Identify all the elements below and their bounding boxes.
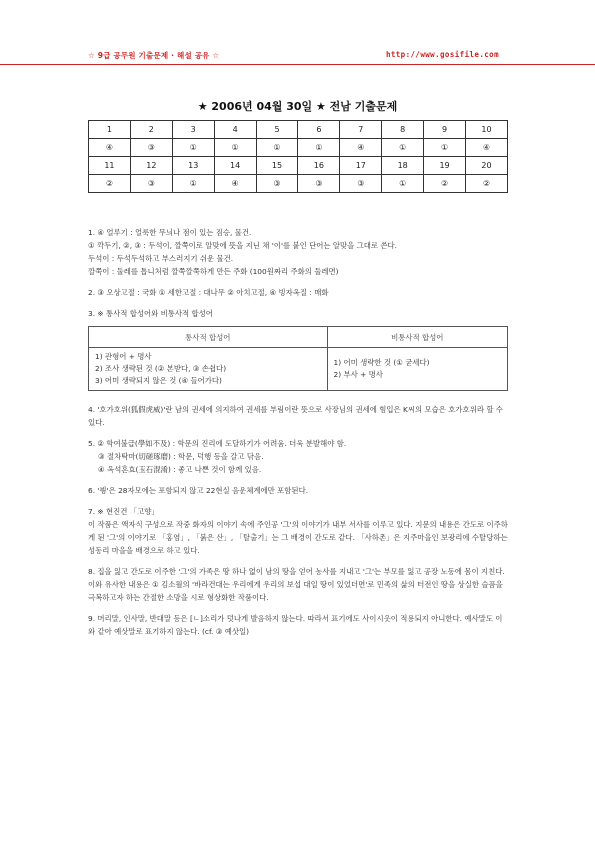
cell-line: 2) 부사 + 명사 bbox=[333, 370, 383, 379]
question-number: 18 bbox=[382, 157, 424, 175]
answer-cell: ① bbox=[424, 139, 466, 157]
answer-value-row bbox=[89, 139, 508, 157]
question-number: 2 bbox=[130, 121, 172, 139]
text-line: 7. ※ 현진건 「고향」 bbox=[88, 507, 159, 516]
page-header bbox=[0, 50, 595, 65]
question-number: 9 bbox=[424, 121, 466, 139]
header-url[interactable]: http://www.gosifile.com bbox=[385, 50, 499, 59]
answer-cell: ④ bbox=[340, 139, 382, 157]
answer-cell: ③ bbox=[298, 175, 340, 193]
answer-cell: ④ bbox=[466, 139, 508, 157]
question-number: 12 bbox=[130, 157, 172, 175]
explanation-4: 4. '호가호위(狐假虎威)'란 남의 권세에 의지하여 권세를 부림이란 뜻으로 사장님의 권세에 힘입은 K씨의 모습은 호가호위라 할 수 있다. bbox=[88, 405, 503, 427]
explanation-6: 6. '뷩'은 28자모에는 포함되지 않고 22현실 음운체계에만 포함된다. bbox=[88, 486, 309, 495]
answer-cell: ④ bbox=[89, 139, 131, 157]
header-title: ☆ 9급 공무원 기출문제 · 해설 공유 ☆ bbox=[88, 51, 220, 60]
answer-cell: ① bbox=[298, 139, 340, 157]
question-number: 19 bbox=[424, 157, 466, 175]
question-number: 15 bbox=[256, 157, 298, 175]
column-header: 통사적 합성어 bbox=[89, 327, 328, 348]
page-title: ★ 2006년 04월 30일 ★ 전남 기출문제 bbox=[197, 100, 398, 113]
answer-cell: ① bbox=[172, 175, 214, 193]
explanation-2: 2. ③ 오상고절 : 국화 ① 세한고절 : 대나무 ② 아치고절, ④ 빙자옥질 : 매화 bbox=[88, 288, 329, 297]
answer-cell: ① bbox=[382, 175, 424, 193]
answer-cell: ② bbox=[424, 175, 466, 193]
column-header: 비통사적 합성어 bbox=[327, 327, 507, 348]
compound-word-table bbox=[88, 326, 508, 391]
explanations bbox=[88, 226, 508, 638]
table-cell bbox=[89, 348, 328, 391]
answer-cell: ① bbox=[382, 139, 424, 157]
question-number: 10 bbox=[466, 121, 508, 139]
question-number: 7 bbox=[340, 121, 382, 139]
answer-table bbox=[88, 120, 508, 193]
text-line: 3. ※ 통사적 합성어와 비통사적 합성어 bbox=[88, 309, 213, 318]
answer-cell: ③ bbox=[340, 175, 382, 193]
text-line: 두석이 : 두석두석하고 부스러지기 쉬운 물건. bbox=[88, 254, 234, 263]
cell-line: 1) 관형어 + 명사 bbox=[95, 352, 152, 361]
cell-line: 3) 어미 생략되지 않은 것 (④ 들어가다) bbox=[95, 376, 222, 385]
question-number: 11 bbox=[89, 157, 131, 175]
question-number: 4 bbox=[214, 121, 256, 139]
text-line: ① 깍두기, ②, ③ : 두석이, 깔쭉이로 알맞에 뜻을 지닌 채 '이'를 붙인 단어는 알맞을 그대로 쓴다. bbox=[88, 241, 398, 250]
explanation-5 bbox=[88, 437, 508, 476]
answer-cell: ① bbox=[214, 139, 256, 157]
question-number: 13 bbox=[172, 157, 214, 175]
cell-line: 1) 어미 생략한 것 (① 굳세다) bbox=[333, 358, 430, 367]
text-line: ③ 절차탁마(切磋琢磨) : 학문, 덕행 등을 갈고 닦음. bbox=[98, 452, 264, 461]
answer-cell: ③ bbox=[256, 175, 298, 193]
answer-value-row bbox=[89, 175, 508, 193]
text-line: 1. ④ 얼루기 : 얼룩한 무늬나 점이 있는 짐승, 물건. bbox=[88, 228, 252, 237]
explanation-9: 9. 머리말, 인사말, 반대말 등은 [ㄴ]소리가 덧나게 발음하지 않는다. 따라서 표기에도 사이시옷이 적용되지 아니한다. 예사말도 이와 같아 예삿말로 표기하지 않는다. (cf. ③ 예삿일) bbox=[88, 614, 503, 636]
table-cell bbox=[327, 348, 507, 391]
explanation-1 bbox=[88, 226, 508, 278]
text-line: 이 작품은 액자식 구성으로 작중 화자의 이야기 속에 주인공 '그'의 이야기가 내부 서사를 이루고 있다. 지문의 내용은 간도로 이주하게 된 '그'의 이야기로 「홍염」, 「붉은 산」, 「탈출기」는 그 배경이 간도로 같다. 「사하촌」은 지주마을인 보광리에 수탈당하는 성동리 마을을 배경으로 하고 있다. bbox=[88, 520, 508, 555]
answer-number-row bbox=[89, 157, 508, 175]
explanation-8: 8. 집을 잃고 간도로 이주한 '그'의 가족은 땅 하나 없이 남의 땅을 얻어 농사를 지내고 '그'는 부모를 잃고 공장 노동에 몸이 지친다. 이와 유사한 내용은 ① 김소월의 '바라건대는 우리에게 우리의 보섭 대일 땅이 있었더면'로 민족의 삶의 터전인 땅을 상실한 슬픔을 극복하고자 하는 간절한 소망을 시로 형상화한 작품이다. bbox=[88, 567, 505, 602]
text-line: ④ 옥석혼효(玉石混淆) : 좋고 나쁜 것이 함께 있음. bbox=[98, 465, 262, 474]
question-number: 8 bbox=[382, 121, 424, 139]
question-number: 3 bbox=[172, 121, 214, 139]
answer-cell: ④ bbox=[214, 175, 256, 193]
answer-number-row bbox=[89, 121, 508, 139]
question-number: 6 bbox=[298, 121, 340, 139]
answer-cell: ③ bbox=[130, 139, 172, 157]
question-number: 17 bbox=[340, 157, 382, 175]
question-number: 16 bbox=[298, 157, 340, 175]
answer-cell: ① bbox=[256, 139, 298, 157]
text-line: 깔쭉이 : 둘레를 톱니처럼 깔쭉깔쭉하게 만든 주화 (100원짜리 주화의 둘레면) bbox=[88, 267, 339, 276]
text-line: 5. ② 학여불급(學如不及) : 학문의 진리에 도달하기가 어려움. 더욱 분발해야 함. bbox=[88, 439, 347, 448]
cell-line: 2) 조사 생략된 것 (② 본받다, ③ 손쉽다) bbox=[95, 364, 227, 373]
answer-cell: ② bbox=[466, 175, 508, 193]
question-number: 1 bbox=[89, 121, 131, 139]
explanation-7 bbox=[88, 505, 508, 557]
question-number: 20 bbox=[466, 157, 508, 175]
answer-cell: ③ bbox=[130, 175, 172, 193]
answer-cell: ② bbox=[89, 175, 131, 193]
question-number: 5 bbox=[256, 121, 298, 139]
answer-cell: ① bbox=[172, 139, 214, 157]
explanation-3 bbox=[88, 307, 508, 391]
question-number: 14 bbox=[214, 157, 256, 175]
